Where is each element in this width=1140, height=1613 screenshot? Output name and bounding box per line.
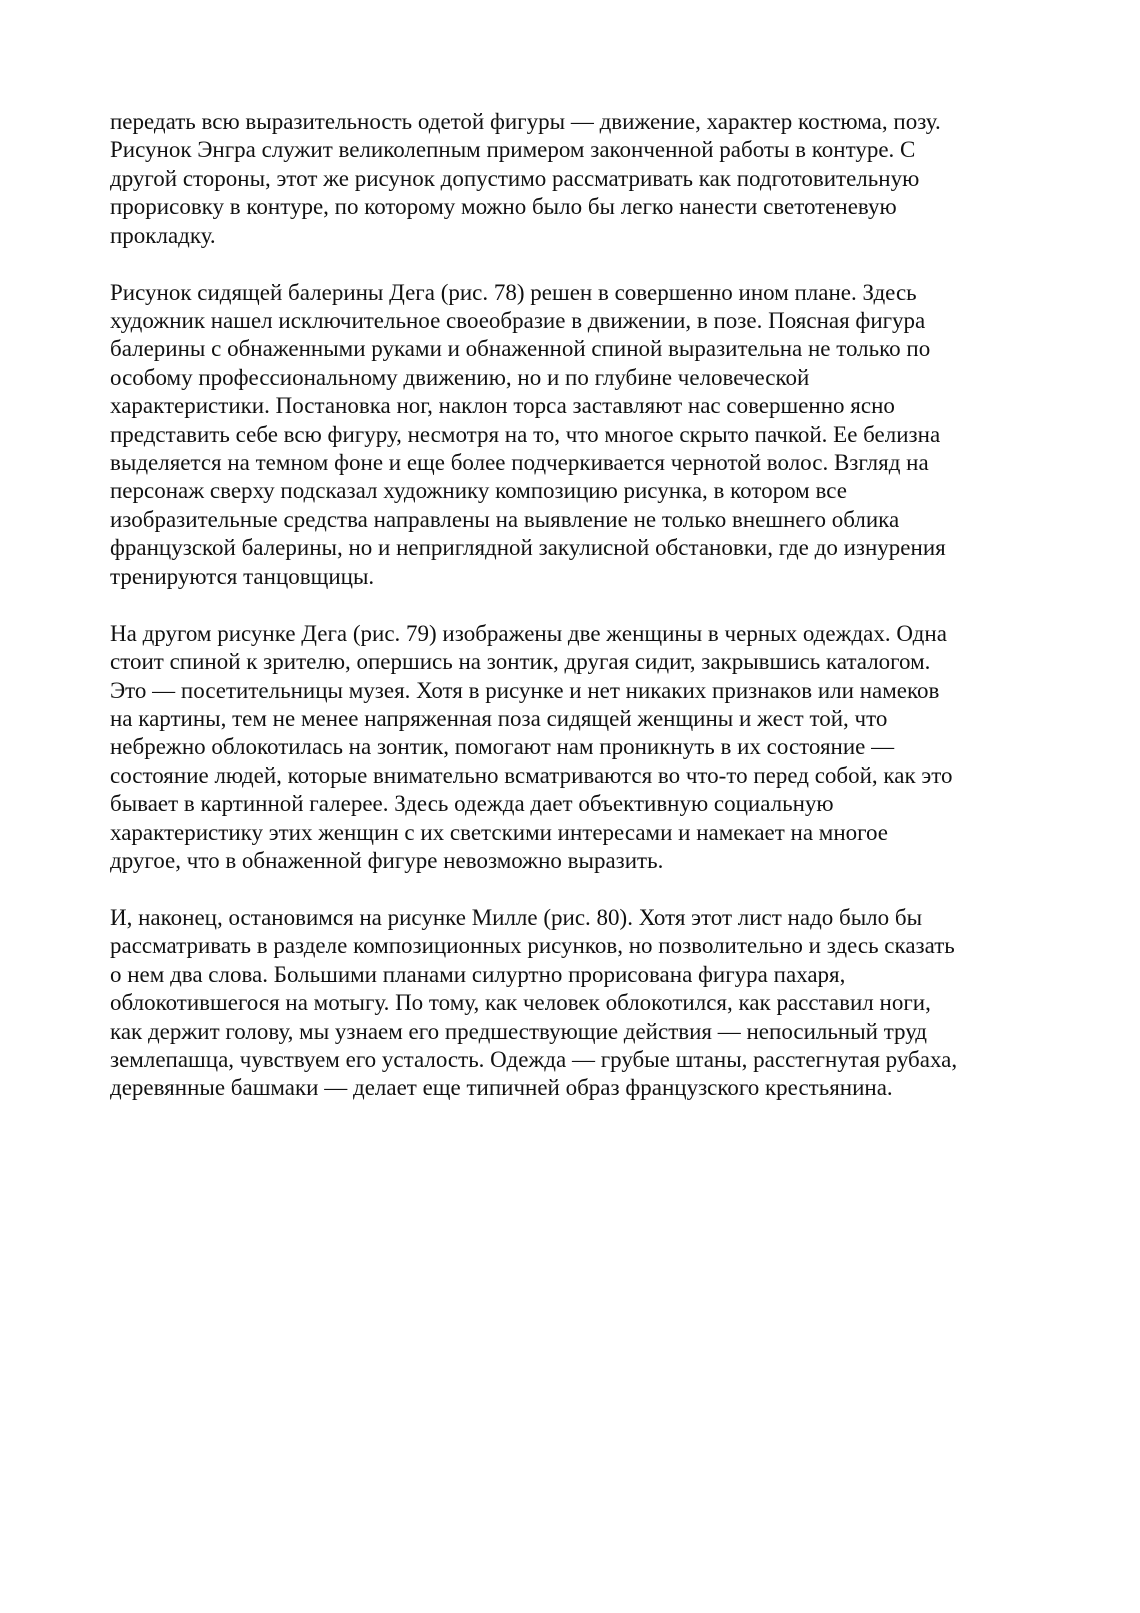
text-line: небрежно облокотилась на зонтик, помогают нам проникнуть в их состояние — bbox=[110, 734, 895, 760]
text-line: стоит спиной к зрителю, опершись на зонтик, другая сидит, закрывшись каталогом. bbox=[110, 649, 931, 675]
text-line: облокотившегося на мотыгу. По тому, как человек облокотился, как расставил ноги, bbox=[110, 990, 931, 1016]
text-line: прорисовку в контуре, по которому можно было бы легко нанести светотеневую bbox=[110, 194, 897, 220]
text-line: передать всю выразительность одетой фигуры — движение, характер костюма, позу. bbox=[110, 109, 941, 134]
text-line: тренируются танцовщицы. bbox=[110, 563, 375, 589]
text-line: французской балерины, но и неприглядной закулисной обстановки, где до изнурения bbox=[110, 535, 946, 561]
text-line: землепашца, чувствуем его усталость. Одежда — грубые штаны, расстегнутая рубаха, bbox=[110, 1046, 958, 1072]
text-line: выделяется на темном фоне и еще более подчеркивается чернотой волос. Взгляд на bbox=[110, 450, 929, 476]
paragraph bbox=[110, 620, 1040, 876]
text-line: деревянные башмаки — делает еще типичней образ французского крестьянина. bbox=[110, 1075, 893, 1101]
text-line: на картины, тем не менее напряженная поза сидящей женщины и жест той, что bbox=[110, 705, 888, 731]
text-line: рассматривать в разделе композиционных рисунков, но позволительно и здесь сказать bbox=[110, 933, 955, 959]
text-line: Рисунок сидящей балерины Дега (рис. 78) решен в совершенно ином плане. Здесь bbox=[110, 279, 917, 305]
text-line: характеристики. Постановка ног, наклон торса заставляют нас совершенно ясно bbox=[110, 393, 895, 419]
text-line: Рисунок Энгра служит великолепным примером законченной работы в контуре. С bbox=[110, 137, 916, 163]
text-line: другое, что в обнаженной фигуре невозможно выразить. bbox=[110, 847, 664, 873]
document-body bbox=[110, 108, 1040, 1103]
text-line: как держит голову, мы узнаем его предшествующие действия — непосильный труд bbox=[110, 1018, 927, 1044]
text-line: о нем два слова. Большими планами силуртно прорисована фигура пахаря, bbox=[110, 961, 846, 987]
text-line: особому профессиональному движению, но и по глубине человеческой bbox=[110, 364, 810, 390]
text-line: состояние людей, которые внимательно всматриваются во что-то перед собой, как это bbox=[110, 762, 953, 788]
text-line: балерины с обнаженными руками и обнаженной спиной выразительна не только по bbox=[110, 336, 931, 362]
text-line: изобразительные средства направлены на выявление не только внешнего облика bbox=[110, 506, 900, 532]
document-page bbox=[110, 108, 1040, 1131]
paragraph bbox=[110, 904, 1040, 1103]
text-line: И, наконец, остановимся на рисунке Милле (рис. 80). Хотя этот лист надо было бы bbox=[110, 904, 923, 930]
text-line: На другом рисунке Дега (рис. 79) изображены две женщины в черных одеждах. Одна bbox=[110, 620, 947, 646]
text-line: Это — посетительницы музея. Хотя в рисунке и нет никаких признаков или намеков bbox=[110, 677, 940, 703]
text-line: представить себе всю фигуру, несмотря на то, что многое скрыто пачкой. Ее белизна bbox=[110, 421, 941, 447]
text-line: художник нашел исключительное своеобразие в движении, в позе. Поясная фигура bbox=[110, 308, 926, 334]
paragraph bbox=[110, 279, 1040, 591]
text-line: характеристику этих женщин с их светскими интересами и намекает на многое bbox=[110, 819, 889, 845]
text-line: прокладку. bbox=[110, 222, 216, 248]
paragraph bbox=[110, 108, 1040, 250]
text-line: бывает в картинной галерее. Здесь одежда дает объективную социальную bbox=[110, 791, 834, 817]
text-line: персонаж сверху подсказал художнику композицию рисунка, в котором все bbox=[110, 478, 847, 504]
text-line: другой стороны, этот же рисунок допустимо рассматривать как подготовительную bbox=[110, 165, 920, 191]
